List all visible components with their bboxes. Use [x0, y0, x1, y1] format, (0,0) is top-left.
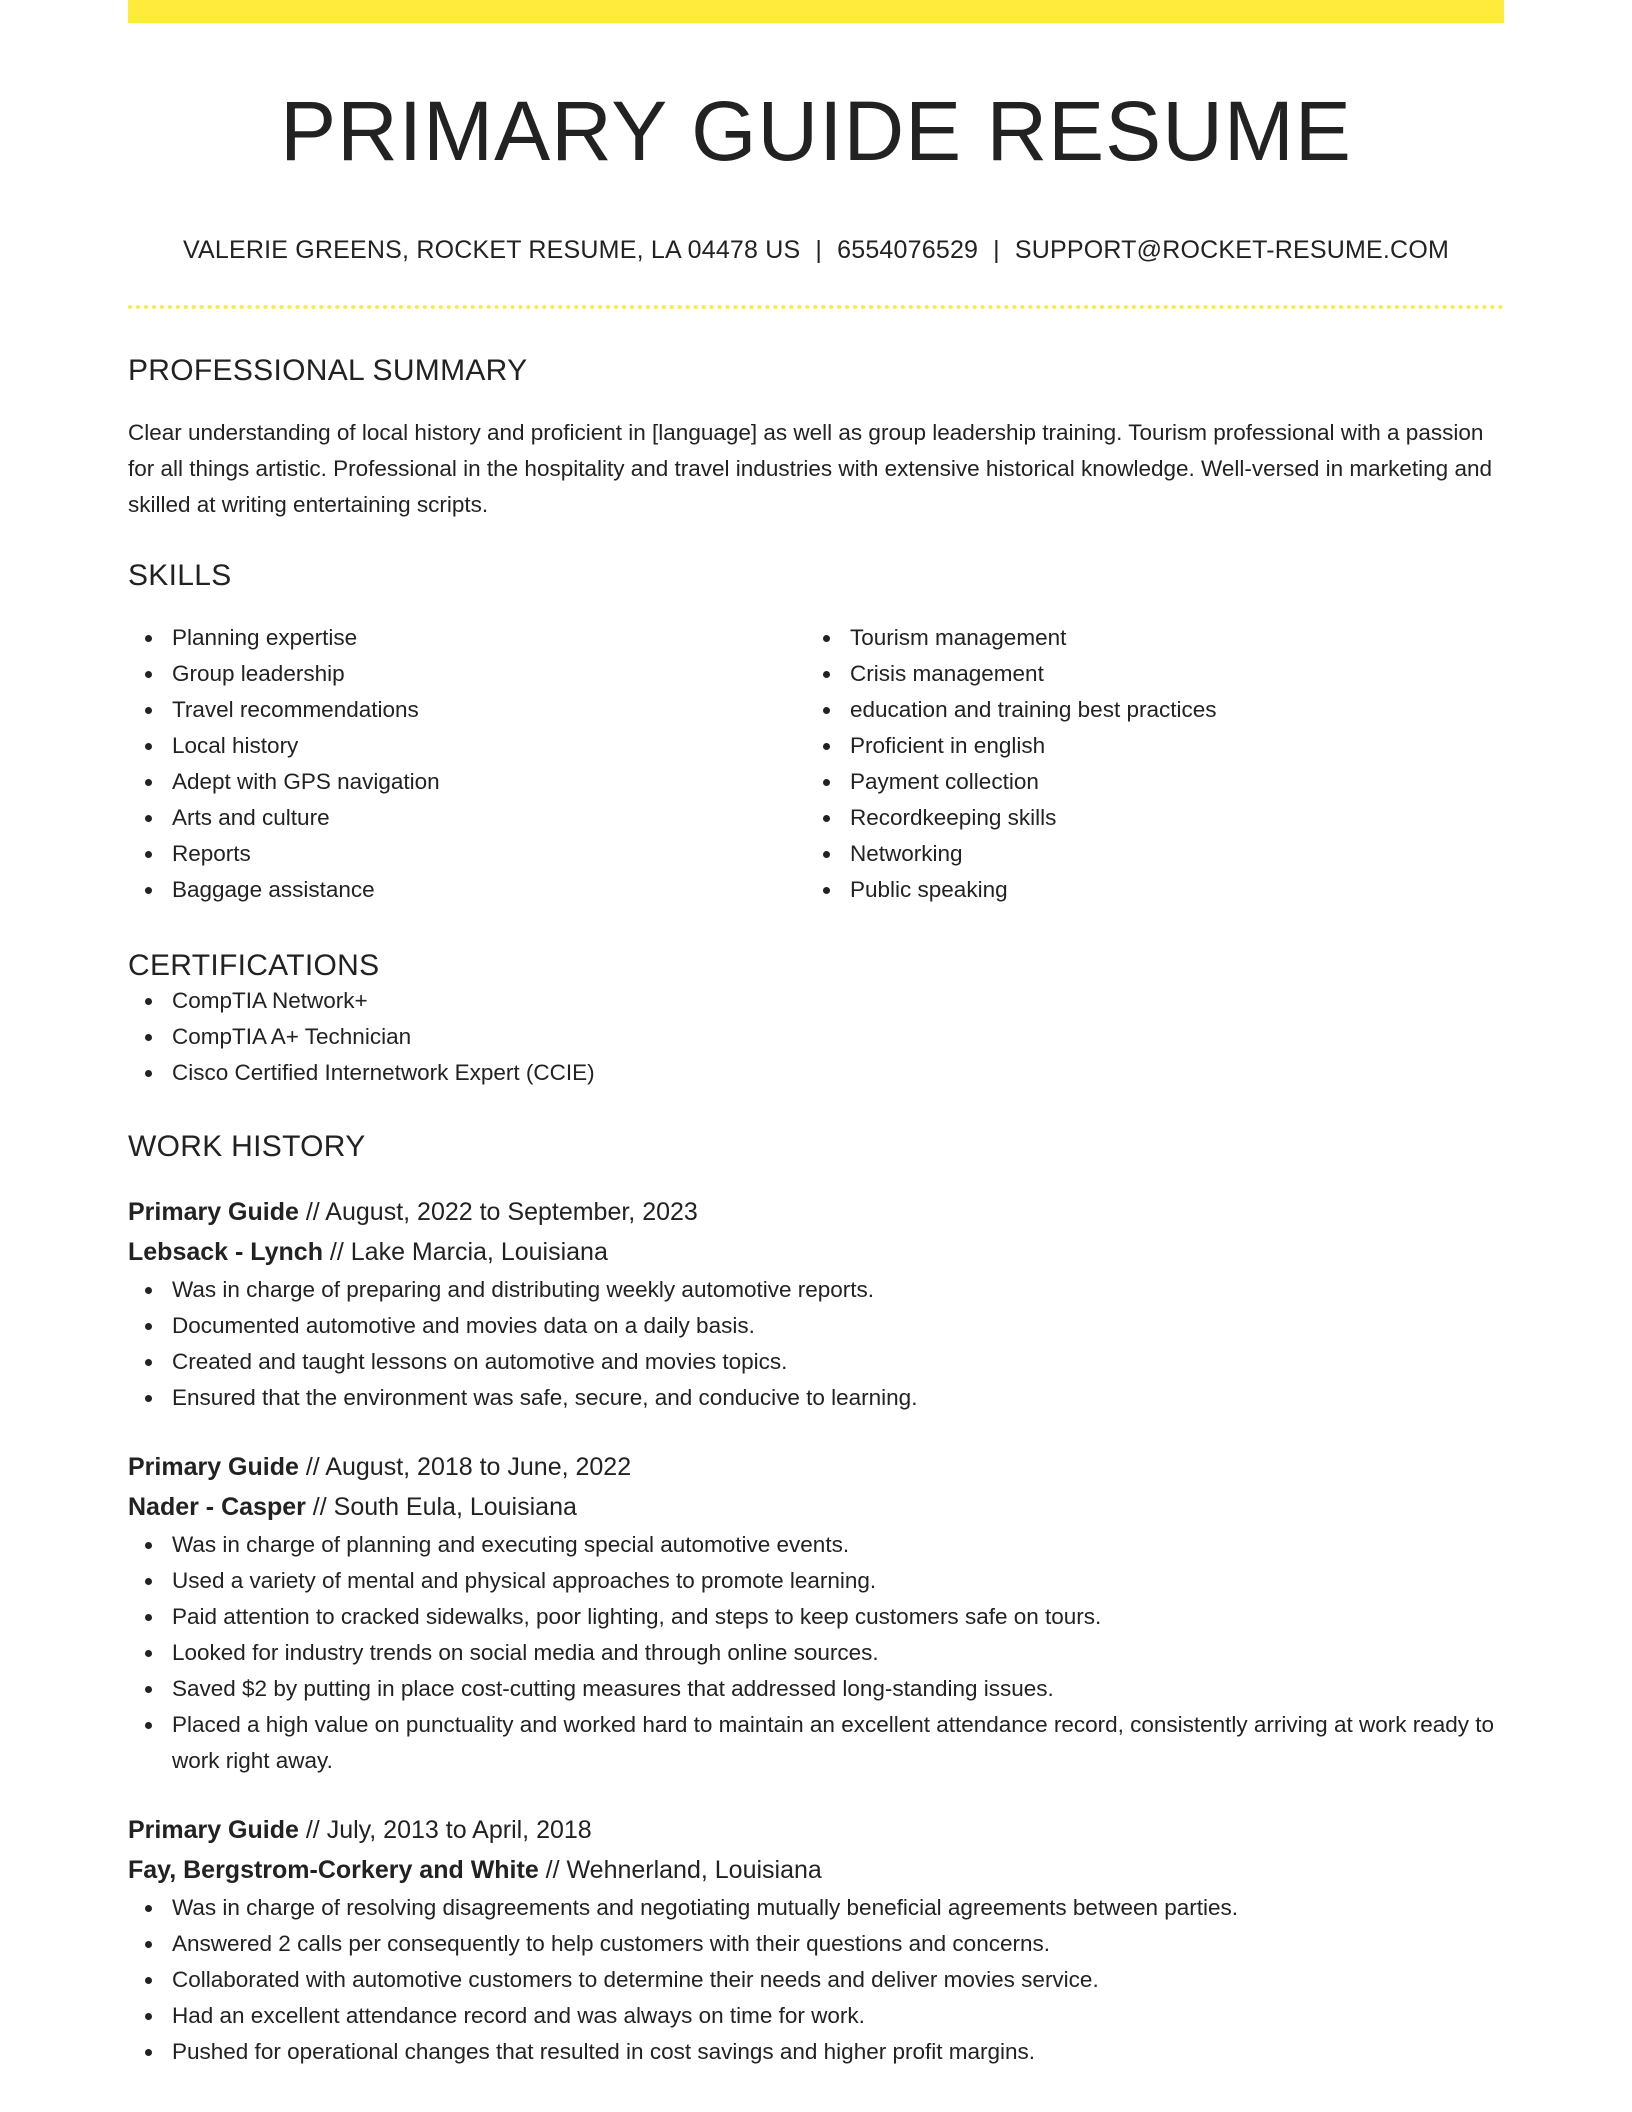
job-entry: [128, 1447, 1504, 1779]
job-entry: [128, 1192, 1504, 1416]
dotted-divider: [128, 305, 1504, 309]
job-bullet: Documented automotive and movies data on a daily basis.: [128, 1308, 1504, 1344]
skill-item: Baggage assistance: [128, 872, 806, 908]
skill-item: Adept with GPS navigation: [128, 764, 806, 800]
skill-item: Tourism management: [806, 620, 1484, 656]
summary-text: Clear understanding of local history and proficient in [language] as well as group leadership training. Tourism professional with a passion for all things artistic. Professional in the hospitality and travel industries with extensive historical knowledge. Well-versed in marketing and skilled at writing entertaining scripts.: [128, 420, 1492, 518]
job-bullet: Looked for industry trends on social media and through online sources.: [128, 1635, 1504, 1671]
top-accent-bar: [128, 0, 1504, 23]
contact-line: [128, 235, 1504, 265]
resume-title: PRIMARY GUIDE RESUME: [280, 84, 1352, 178]
skill-item: Group leadership: [128, 656, 806, 692]
job-location: // South Eula, Louisiana: [305, 1493, 577, 1522]
skill-item: Networking: [806, 836, 1484, 872]
contact-address: VALERIE GREENS, ROCKET RESUME, LA 04478 US: [182, 236, 801, 265]
skill-item: Proficient in english: [806, 728, 1484, 764]
contact-separator: |: [993, 236, 1000, 265]
job-bullet: Created and taught lessons on automotive and movies topics.: [128, 1344, 1504, 1380]
skill-item: Reports: [128, 836, 806, 872]
job-company: Nader - Casper: [128, 1493, 306, 1522]
certifications-list: [128, 983, 1504, 1091]
certifications-section: [128, 949, 1504, 1091]
job-bullets: [128, 1272, 1504, 1416]
job-location: // Lake Marcia, Louisiana: [322, 1238, 608, 1267]
job-entry: [128, 1810, 1504, 2070]
contact-phone: 6554076529: [837, 236, 979, 265]
job-title-line: [128, 1447, 1504, 1487]
skill-item: Crisis management: [806, 656, 1484, 692]
job-location: // Wehnerland, Louisiana: [538, 1856, 822, 1885]
job-company-line: [128, 1487, 1504, 1527]
job-company-line: [128, 1850, 1504, 1890]
job-title-line: [128, 1192, 1504, 1232]
job-company-line: [128, 1232, 1504, 1272]
job-bullet: Used a variety of mental and physical approaches to promote learning.: [128, 1563, 1504, 1599]
professional-summary-section: [128, 354, 1504, 523]
skills-column-left: [128, 620, 806, 908]
job-dates: // July, 2013 to April, 2018: [298, 1816, 592, 1845]
skills-list-left: [128, 620, 806, 908]
job-bullet: Placed a high value on punctuality and worked hard to maintain an excellent attendance record, consistently arriving at work ready to work right away.: [128, 1707, 1504, 1779]
job-bullet: Collaborated with automotive customers to determine their needs and deliver movies service.: [128, 1962, 1504, 1998]
job-bullet: Saved $2 by putting in place cost-cutting measures that addressed long-standing issues.: [128, 1671, 1504, 1707]
skill-item: Local history: [128, 728, 806, 764]
certification-item: Cisco Certified Internetwork Expert (CCIE): [128, 1055, 1504, 1091]
job-title-line: [128, 1810, 1504, 1850]
skill-item: Arts and culture: [128, 800, 806, 836]
job-bullet: Was in charge of resolving disagreements and negotiating mutually beneficial agreements between parties.: [128, 1890, 1504, 1926]
job-bullet: Answered 2 calls per consequently to help customers with their questions and concerns.: [128, 1926, 1504, 1962]
job-dates: // August, 2018 to June, 2022: [298, 1453, 632, 1482]
skills-section: [128, 559, 1504, 908]
job-title: Primary Guide: [128, 1198, 299, 1227]
job-company: Lebsack - Lynch: [128, 1238, 323, 1267]
skill-item: education and training best practices: [806, 692, 1484, 728]
skills-column-right: [806, 620, 1484, 908]
skill-item: Payment collection: [806, 764, 1484, 800]
certification-item: CompTIA A+ Technician: [128, 1019, 1504, 1055]
skills-list-right: [806, 620, 1484, 908]
job-bullet: Pushed for operational changes that resulted in cost savings and higher profit margins.: [128, 2034, 1504, 2070]
resume-content: [128, 0, 1504, 2070]
skill-item: Planning expertise: [128, 620, 806, 656]
skills-columns: [128, 620, 1504, 908]
certification-item: CompTIA Network+: [128, 983, 1504, 1019]
job-bullets: [128, 1527, 1504, 1779]
skill-item: Recordkeeping skills: [806, 800, 1484, 836]
job-bullet: Ensured that the environment was safe, secure, and conducive to learning.: [128, 1380, 1504, 1416]
section-heading: WORK HISTORY: [128, 1130, 366, 1164]
job-bullet: Paid attention to cracked sidewalks, poor lighting, and steps to keep customers safe on tours.: [128, 1599, 1504, 1635]
job-bullet: Was in charge of preparing and distributing weekly automotive reports.: [128, 1272, 1504, 1308]
section-heading: CERTIFICATIONS: [128, 949, 380, 983]
job-title: Primary Guide: [128, 1453, 299, 1482]
job-company: Fay, Bergstrom-Corkery and White: [128, 1856, 539, 1885]
work-history-section: [128, 1130, 1504, 2070]
job-bullet: Was in charge of planning and executing special automotive events.: [128, 1527, 1504, 1563]
contact-separator: |: [815, 236, 823, 265]
skill-item: Travel recommendations: [128, 692, 806, 728]
job-title: Primary Guide: [128, 1816, 299, 1845]
skill-item: Public speaking: [806, 872, 1484, 908]
job-bullets: [128, 1890, 1504, 2070]
job-dates: // August, 2022 to September, 2023: [298, 1198, 698, 1227]
contact-email: SUPPORT@ROCKET-RESUME.COM: [1014, 236, 1449, 265]
section-heading: SKILLS: [128, 559, 232, 593]
section-heading: PROFESSIONAL SUMMARY: [128, 354, 528, 388]
job-bullet: Had an excellent attendance record and was always on time for work.: [128, 1998, 1504, 2034]
